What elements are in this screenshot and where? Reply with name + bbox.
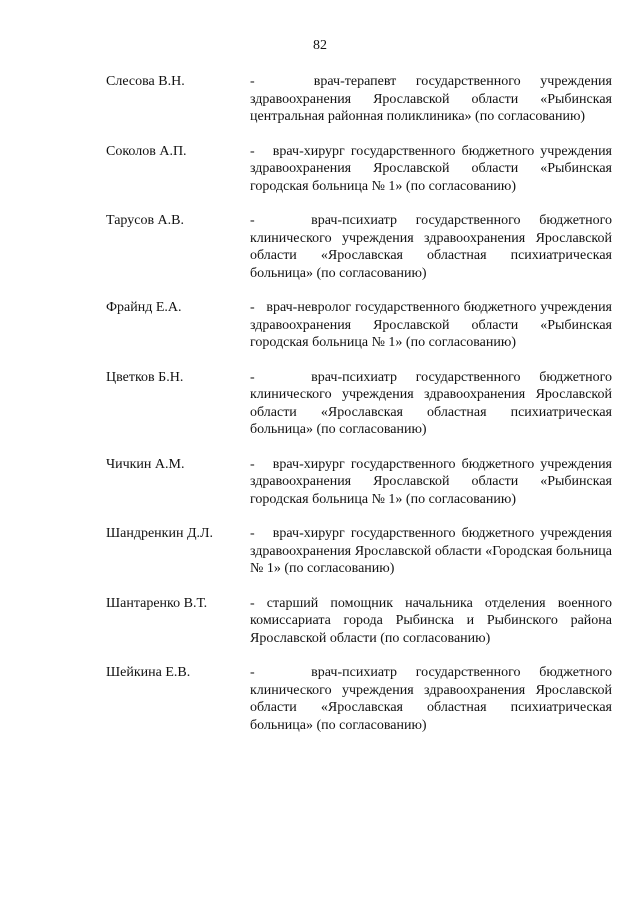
member-list [0, 73, 640, 751]
member-position: - врач-хирург государственного бюджетного учреждения здравоохранения Ярославской области «Городская больница № 1» (по согласованию) [250, 526, 612, 576]
member-position: - врач-психиатр государственного бюджетного клинического учреждения здравоохранения Ярославской области «Ярославская областная психиатрическая больница» (по согласованию) [250, 213, 612, 281]
member-name: Шейкина Е.В. [106, 665, 191, 680]
list-item [0, 595, 640, 648]
member-name: Тарусов А.В. [106, 213, 185, 228]
list-item [0, 456, 640, 509]
member-position: - старший помощник начальника отделения военного комиссариата города Рыбинска и Рыбинского района Ярославской области (по согласованию) [250, 595, 612, 646]
member-name: Фрайнд Е.А. [106, 300, 182, 315]
list-item [0, 664, 640, 734]
member-position: - врач-хирург государственного бюджетного учреждения здравоохранения Ярославской области «Рыбинская городская больница № 1» (по согласованию) [250, 456, 612, 507]
member-name: Шандренкин Д.Л. [106, 526, 213, 541]
list-item [0, 143, 640, 196]
member-name: Шантаренко В.Т. [106, 595, 208, 611]
list-item [0, 369, 640, 439]
member-position: - врач-невролог государственного бюджетного учреждения здравоохранения Ярославской области «Рыбинская городская больница № 1» (по согласованию) [250, 300, 612, 350]
member-position: - врач-психиатр государственного бюджетного клинического учреждения здравоохранения Ярославской области «Ярославская областная психиатрическая больница» (по согласованию) [250, 369, 612, 437]
member-name: Соколов А.П. [106, 143, 187, 159]
list-item [0, 73, 640, 126]
member-name: Чичкин А.М. [106, 456, 185, 472]
list-item [0, 525, 640, 578]
list-item [0, 212, 640, 282]
member-position: - врач-хирург государственного бюджетного учреждения здравоохранения Ярославской области «Рыбинская городская больница № 1» (по согласованию) [250, 143, 612, 194]
member-name: Цветков Б.Н. [106, 369, 184, 385]
member-name: Слесова В.Н. [106, 74, 185, 89]
member-position: - врач-психиатр государственного бюджетного клинического учреждения здравоохранения Ярославской области «Ярославская областная психиатрическая больница» (по согласованию) [250, 665, 612, 733]
member-position: - врач-терапевт государственного учреждения здравоохранения Ярославской области «Рыбинская центральная районная поликлиника» (по согласованию) [250, 74, 612, 124]
page-number: 82 [313, 38, 327, 53]
list-item [0, 299, 640, 352]
